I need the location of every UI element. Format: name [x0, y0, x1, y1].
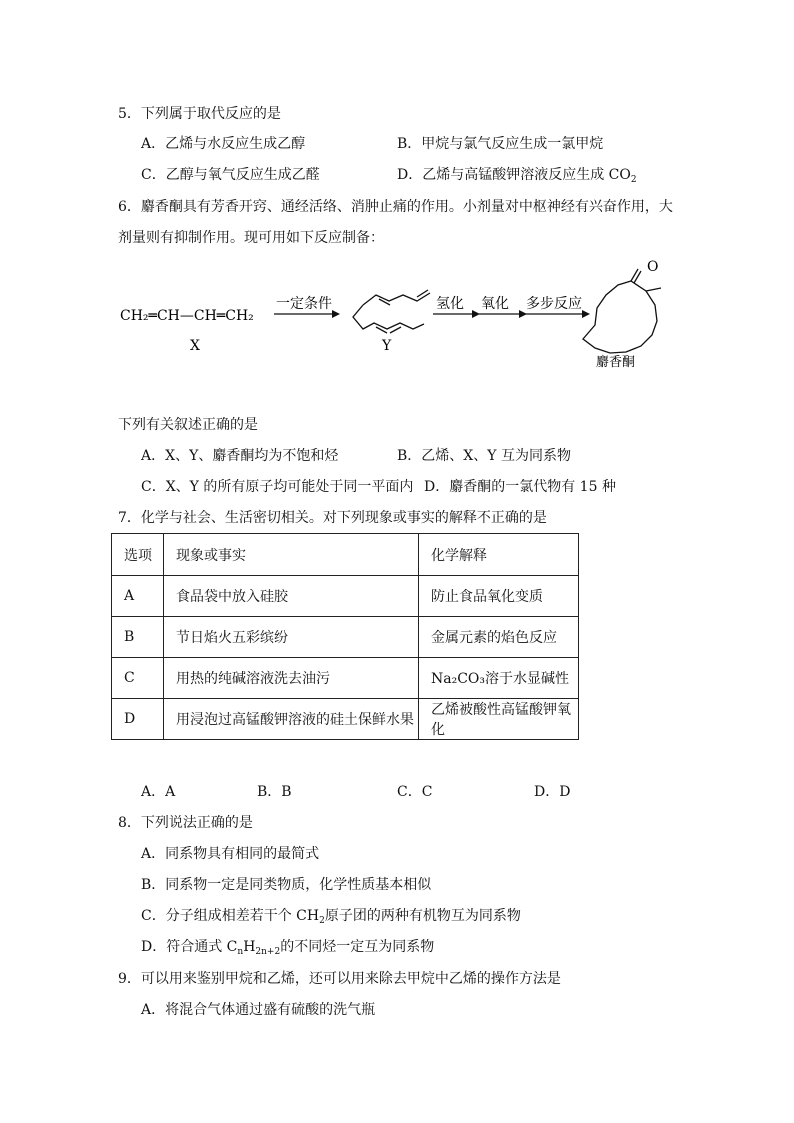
table-header-row	[112, 534, 579, 576]
cell-phenomenon: 食品袋中放入硅胶	[164, 576, 419, 617]
q6-stem-line1: 6．麝香酮具有芳香开窍、通经活络、消肿止痛的作用。小剂量对中枢神经有兴奋作用，大	[118, 199, 673, 215]
q7-option-a[interactable]: A．A	[141, 784, 176, 800]
cell-option: B	[112, 617, 164, 658]
step4-label: 多步反应	[526, 296, 582, 312]
cell-explanation: 乙烯被酸性高锰酸钾氧化	[419, 699, 579, 740]
q7-option-c[interactable]: C．C	[397, 784, 433, 800]
step3-label: 氧化	[481, 296, 509, 312]
q7-table	[111, 533, 579, 740]
q9-stem: 9．可以用来鉴别甲烷和乙烯，还可以用来除去甲烷中乙烯的操作方法是	[118, 971, 561, 987]
q8-option-d[interactable]: D．符合通式 $C_nH_{2n+2}$的不同烃一定互为同系物	[141, 939, 435, 957]
cell-explanation: 金属元素的焰色反应	[419, 617, 579, 658]
step2-label: 氢化	[436, 296, 464, 312]
q9-option-a[interactable]: A．将混合气体通过盛有硫酸的洗气瓶	[141, 1002, 376, 1018]
q5-option-c[interactable]: C．乙醇与氧气反应生成乙醛	[141, 167, 320, 183]
table-row	[112, 658, 579, 699]
q8-option-c[interactable]: C．分子组成相差若干个 $CH_2$原子团的两种有机物互为同系物	[141, 908, 521, 926]
x-label: X	[190, 338, 200, 354]
cell-phenomenon: 节日焰火五彩缤纷	[164, 617, 419, 658]
cell-phenomenon: 用热的纯碱溶液洗去油污	[164, 658, 419, 699]
cell-explanation: Na₂CO₃溶于水显碱性	[419, 658, 579, 699]
carbonyl-o-label: O	[647, 259, 659, 275]
q5-option-b[interactable]: B．甲烷与氯气反应生成一氯甲烷	[397, 136, 604, 152]
table-row	[112, 617, 579, 658]
arrow-2-head	[472, 310, 480, 318]
q7-option-b[interactable]: B．B	[257, 784, 292, 800]
q5-stem: 5．下列属于取代反应的是	[118, 106, 281, 122]
q6-option-d[interactable]: D．麝香酮的一氯代物有 15 种	[424, 479, 616, 495]
product-label: 麝香酮	[596, 355, 636, 370]
cell-option: D	[112, 699, 164, 740]
q6-option-b[interactable]: B．乙烯、X、Y 互为同系物	[397, 448, 571, 464]
q8-option-a[interactable]: A．同系物具有相同的最简式	[141, 846, 320, 862]
y-structure	[353, 290, 430, 333]
q7-stem: 7．化学与社会、生活密切相关。对下列现象或事实的解释不正确的是	[118, 510, 547, 526]
q8-option-b[interactable]: B．同系物一定是同类物质，化学性质基本相似	[141, 877, 432, 893]
x-formula: CH₂═CH—CH═CH₂	[120, 308, 254, 324]
cell-explanation: 防止食品氧化变质	[419, 576, 579, 617]
q6-option-c[interactable]: C．X、Y 的所有原子均可能处于同一平面内	[141, 479, 414, 495]
q6-stem-line2: 剂量则有抑制作用。现可用如下反应制备：	[118, 230, 384, 246]
cell-option: A	[112, 576, 164, 617]
q5-option-d[interactable]: D．乙烯与高锰酸钾溶液反应生成 $CO_2$	[397, 167, 637, 185]
q5-option-a[interactable]: A．乙烯与水反应生成乙醇	[141, 136, 306, 152]
step1-label: 一定条件	[276, 296, 332, 312]
muscone-ring	[583, 269, 661, 353]
cell-option: C	[112, 658, 164, 699]
q6-intro: 下列有关叙述正确的是	[118, 417, 258, 433]
table-row	[112, 699, 579, 740]
q6-option-a[interactable]: A．X、Y、麝香酮均为不饱和烃	[141, 448, 339, 464]
q8-stem: 8．下列说法正确的是	[118, 815, 253, 831]
arrow-1-head	[332, 310, 340, 318]
header-phenomenon: 现象或事实	[164, 534, 419, 576]
cell-phenomenon: 用浸泡过高锰酸钾溶液的硅土保鲜水果	[164, 699, 419, 740]
header-explanation: 化学解释	[419, 534, 579, 576]
arrow-4-head	[582, 310, 590, 318]
y-label: Y	[382, 338, 392, 354]
header-option: 选项	[112, 534, 164, 576]
table-row	[112, 576, 579, 617]
reaction-scheme	[110, 255, 680, 375]
q7-option-d[interactable]: D．D	[534, 784, 571, 800]
